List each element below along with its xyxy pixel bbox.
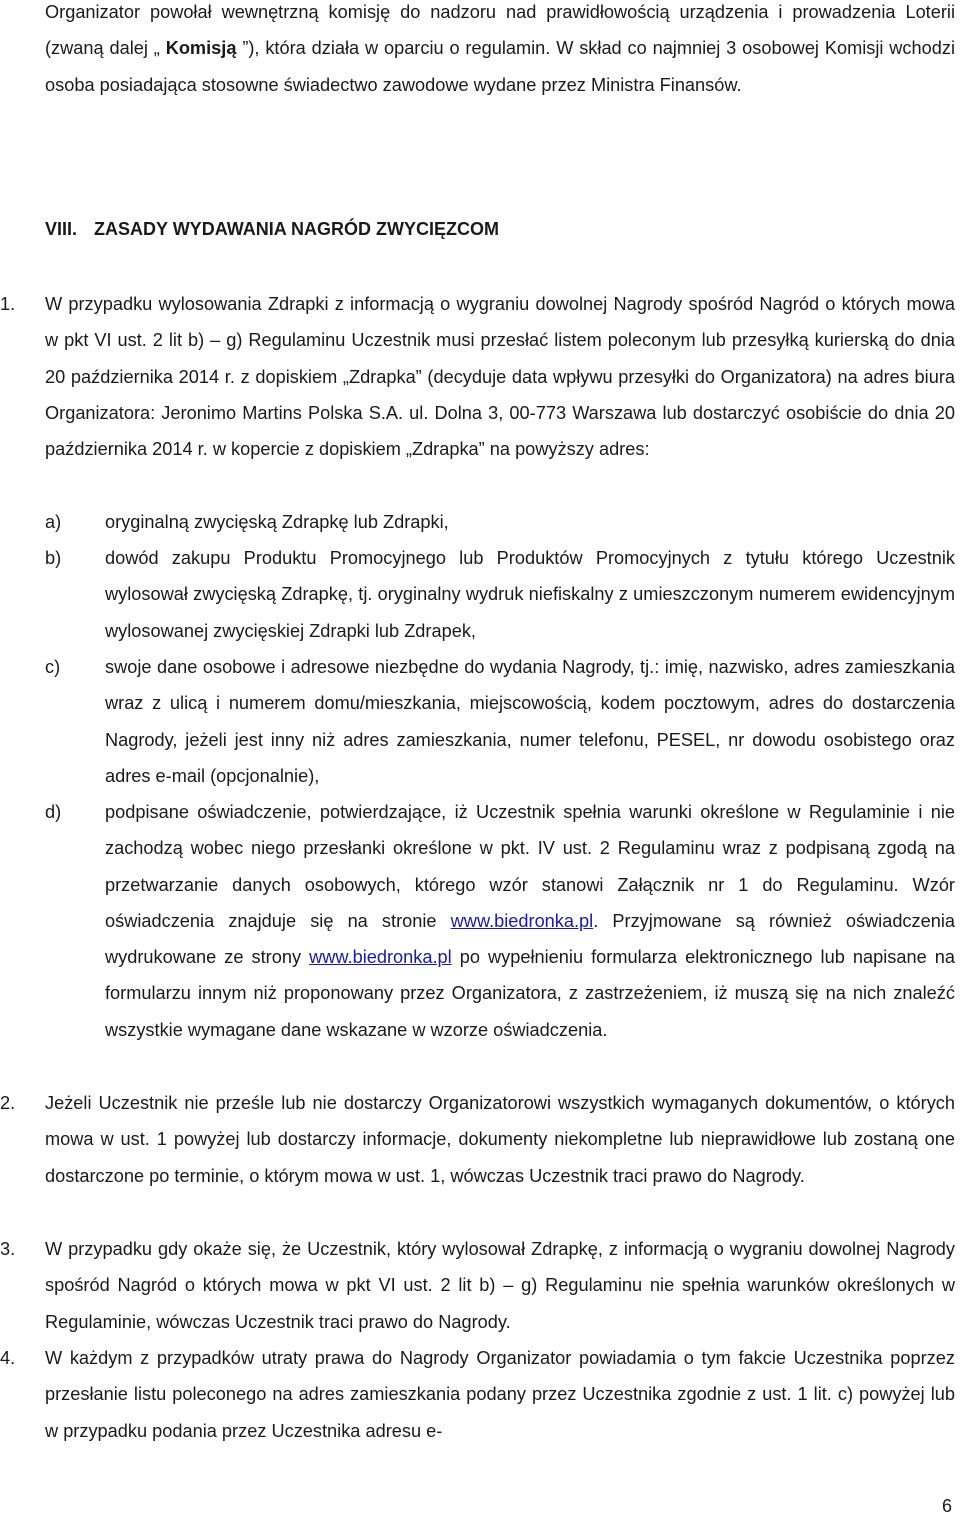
biedronka-link-1[interactable]: www.biedronka.pl bbox=[450, 910, 594, 931]
list-item-1 bbox=[0, 286, 955, 467]
subitem-label: d) bbox=[45, 802, 62, 822]
page-number: 6 bbox=[941, 1496, 952, 1516]
item-number: 3. bbox=[0, 1239, 16, 1259]
subitem-text: swoje dane osobowe i adresowe niezbędne do wydania Nagrody, tj.: imię, nazwisko, adres zamieszkania wraz z ulicą i numerem domu/mieszkania, miejscowością, kodem pocztowym, adres do dostarczenia Nagrody, jeżeli jest inny niż adres zamieszkania, numer telefonu, PESEL, nr dowodu osobistego oraz adres e-mail (opcjonalnie), bbox=[105, 657, 955, 786]
subitem-text: dowód zakupu Produktu Promocyjnego lub Produktów Promocyjnych z tytułu którego Uczestnik wylosował zwycięską Zdrapkę, tj. oryginalny wydruk niefiskalny z umieszczonym numerem ewidencyjnym wylosowanej zwycięskiej Zdrapki lub Zdrapek, bbox=[105, 548, 955, 641]
item-text: W przypadku gdy okaże się, że Uczestnik, który wylosował Zdrapkę, z informacją o wygraniu dowolnej Nagrody spośród Nagród o których mowa w pkt VI ust. 2 lit b) – g) Regulaminu nie spełnia warunków określonych w Regulaminie, wówczas Uczestnik traci prawo do Nagrody. bbox=[45, 1239, 955, 1332]
item-text: W przypadku wylosowania Zdrapki z informacją o wygraniu dowolnej Nagrody spośród Nagród o których mowa w pkt VI ust. 2 lit b) – g) Regulaminu Uczestnik musi przesłać listem poleconym lub przesyłką kurierską do dnia 20 października 2014 r. z dopiskiem „Zdrapka” (decyduje data wpływu przesyłki do Organizatora) na adres biura Organizatora: Jeronimo Martins Polska S.A. ul. Dolna 3, 00-773 Warszawa lub dostarczyć osobiście do dnia 20 października 2014 r. w kopercie z dopiskiem „Zdrapka” na powyższy adres: bbox=[45, 294, 955, 460]
subitem-label: b) bbox=[45, 548, 62, 568]
subitem-text-1: podpisane oświadczenie, potwierdzające, iż Uczestnik spełnia warunki określone w Regulaminie i nie zachodzą wobec niego przesłanki określone w pkt. IV ust. 2 Regulaminu wraz z podpisaną zgodą na przetwarzanie danych osobowych, którego wzór stanowi Załącznik nr 1 do Regulaminu. Wzór oświadczenia znajduje się na stronie bbox=[105, 802, 955, 931]
section-number: VIII. bbox=[45, 219, 78, 239]
section-heading bbox=[45, 216, 499, 242]
subitem-text: oryginalną zwycięską Zdrapkę lub Zdrapki, bbox=[105, 512, 449, 532]
list-item-4 bbox=[0, 1340, 955, 1449]
item-text: W każdym z przypadków utraty prawa do Nagrody Organizator powiadamia o tym fakcie Uczestnika poprzez przesłanie listu poleconego na adres zamieszkania podany przez Uczestnika zgodnie z ust. 1 lit. c) powyżej lub w przypadku podania przez Uczestnika adresu e- bbox=[45, 1348, 955, 1441]
item-number: 1. bbox=[0, 294, 16, 314]
list-item-2 bbox=[0, 1085, 955, 1194]
subitem-a bbox=[45, 504, 955, 540]
intro-text-1: Organizator powołał wewnętrzną komisję do nadzoru nad prawidłowością urządzenia i prowadzenia Loterii (zwaną dalej „ bbox=[45, 2, 955, 59]
item-number: 2. bbox=[0, 1093, 16, 1113]
item-number: 4. bbox=[0, 1348, 16, 1368]
subitem-b bbox=[45, 540, 955, 649]
intro-bold-term: Komisją bbox=[165, 38, 237, 59]
intro-paragraph bbox=[45, 0, 955, 103]
subitem-c bbox=[45, 649, 955, 794]
item-text: Jeżeli Uczestnik nie prześle lub nie dostarczy Organizatorowi wszystkich wymaganych dokumentów, o których mowa w ust. 1 powyżej lub dostarczy informacje, dokumenty niekompletne lub nieprawidłowe lub zostaną one dostarczone po terminie, o którym mowa w ust. 1, wówczas Uczestnik traci prawo do Nagrody. bbox=[45, 1093, 955, 1186]
subitem-label: a) bbox=[45, 512, 62, 532]
section-title: ZASADY WYDAWANIA NAGRÓD ZWYCIĘZCOM bbox=[94, 219, 500, 239]
subitem-text-2: . Przyjmowane są również oświadczenia wydrukowane ze strony bbox=[105, 910, 956, 968]
intro-text-2: ”), która działa w oparciu o regulamin. W skład co najmniej 3 osobowej Komisji wchodzi osoba posiadająca stosowne świadectwo zawodowe wydane przez Ministra Finansów. bbox=[45, 38, 955, 95]
subitem-text-3: po wypełnieniu formularza elektronicznego lub napisane na formularzu innym niż proponowany przez Organizatora, z zastrzeżeniem, iż muszą się na nich znaleźć wszystkie wymagane dane wskazane w wzorze oświadczenia. bbox=[105, 947, 955, 1040]
biedronka-link-2[interactable]: www.biedronka.pl bbox=[309, 947, 452, 968]
list-item-3 bbox=[0, 1231, 955, 1340]
subitem-label: c) bbox=[45, 657, 61, 677]
subitem-d bbox=[45, 794, 956, 1048]
